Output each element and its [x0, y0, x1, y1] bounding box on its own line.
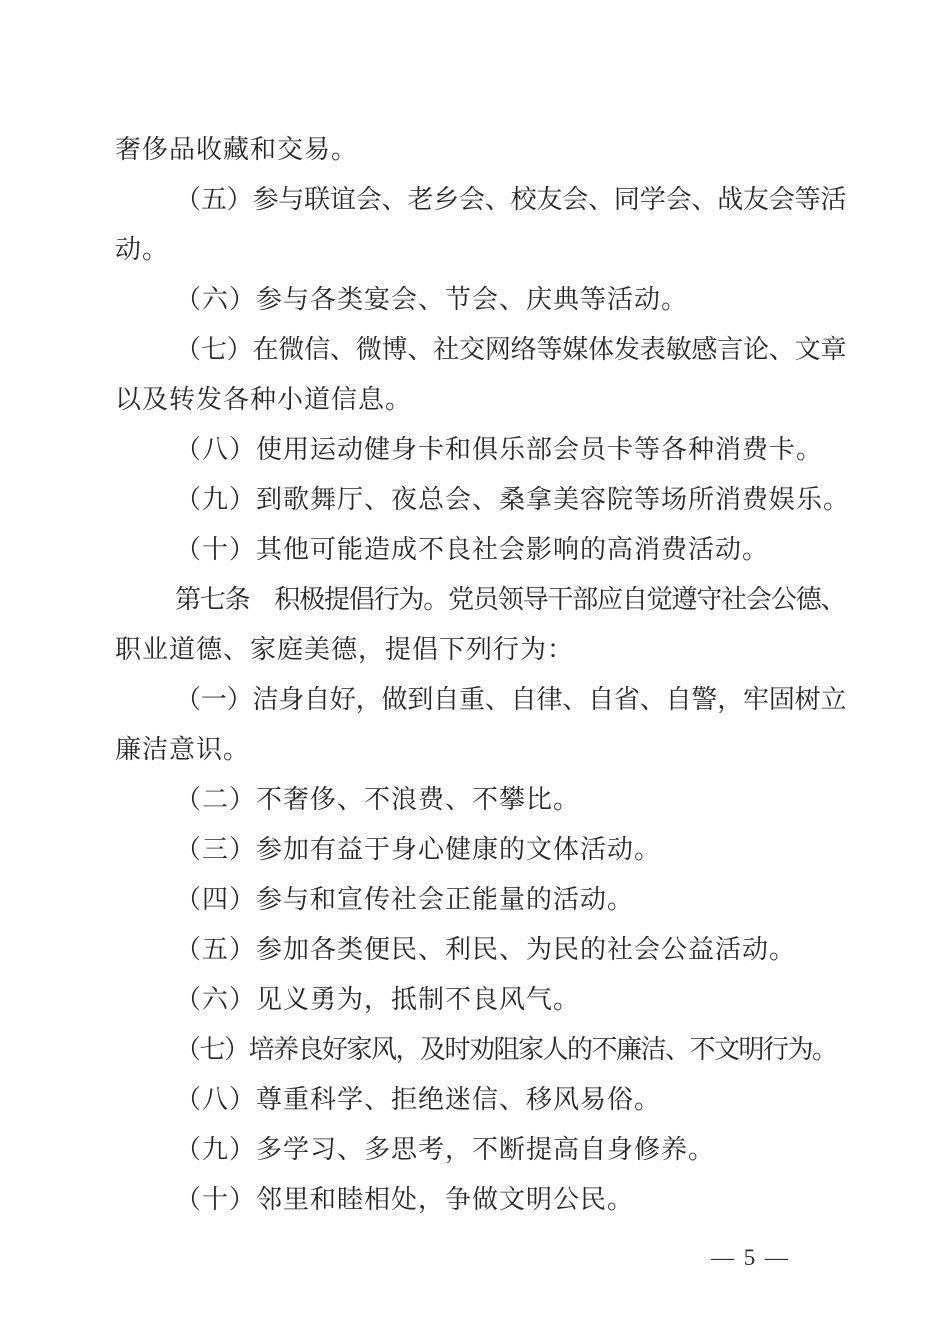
document-line: （九）多学习、多思考，不断提高自身修养。	[175, 1135, 716, 1164]
document-line: （二）不奢侈、不浪费、不攀比。	[175, 785, 581, 814]
document-line: （八）尊重科学、拒绝迷信、移风易俗。	[175, 1085, 662, 1114]
document-line: （八）使用运动健身卡和俱乐部会员卡等各种消费卡。	[175, 435, 824, 464]
document-line: （十）其他可能造成不良社会影响的高消费活动。	[175, 535, 770, 564]
page-number: — 5 —	[711, 1245, 790, 1270]
document-line: 奢侈品收藏和交易。	[115, 135, 359, 164]
document-body	[115, 125, 851, 1225]
document-line: 廉洁意识。	[115, 735, 251, 764]
document-line: （一）洁身自好，做到自重、自律、自省、自警，牢固树立	[175, 685, 845, 714]
document-line: （九）到歌舞厅、夜总会、桑拿美容院等场所消费娱乐。	[175, 485, 851, 514]
document-line: （六）参与各类宴会、节会、庆典等活动。	[175, 285, 689, 314]
document-line: （四）参与和宣传社会正能量的活动。	[175, 885, 635, 914]
document-line: （七）在微信、微博、社交网络等媒体发表敏感言论、文章	[175, 335, 845, 364]
document-line: 职业道德、家庭美德，提倡下列行为：	[115, 635, 575, 664]
document-line: （六）见义勇为，抵制不良风气。	[175, 985, 581, 1014]
document-line: 第七条 积极提倡行为。党员领导干部应自觉遵守社会公德、	[175, 585, 845, 614]
document-line: 动。	[115, 235, 170, 264]
document-line: （五）参与联谊会、老乡会、校友会、同学会、战友会等活	[175, 185, 845, 214]
document-line: （十）邻里和睦相处，争做文明公民。	[175, 1185, 635, 1214]
document-line: （七）培养良好家风，及时劝阻家人的不廉洁、不文明行为。	[175, 1035, 837, 1064]
document-line: （五）参加各类便民、利民、为民的社会公益活动。	[175, 935, 797, 964]
document-line: （三）参加有益于身心健康的文体活动。	[175, 835, 662, 864]
document-line: 以及转发各种小道信息。	[115, 385, 413, 414]
